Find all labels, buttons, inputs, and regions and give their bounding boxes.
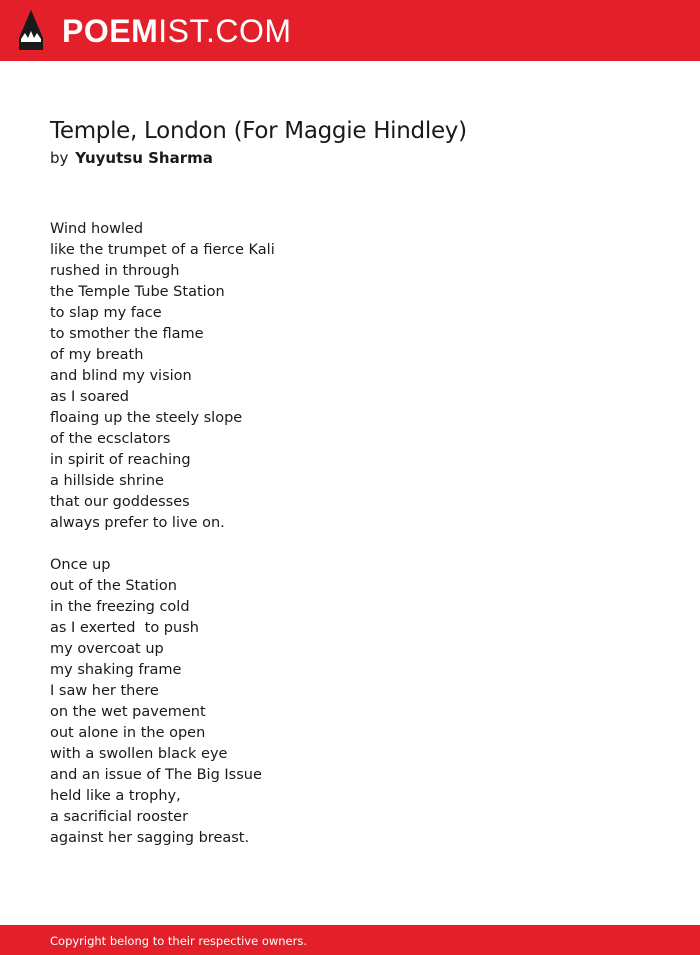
poem-stanza [50,555,650,849]
poem-stanza [50,219,650,534]
site-logo-text [62,11,292,51]
byline [50,148,213,168]
poem-line: against her sagging breast. [50,830,250,846]
poem-line: a sacrificial rooster [50,809,189,825]
footer-bar [0,925,700,955]
poem-line: as I exerted to push [50,620,199,636]
logo-text-bold: POEM [62,12,159,49]
poem-line: my shaking frame [50,662,182,678]
poem-line: that our goddesses [50,494,190,510]
poem-line: out alone in the open [50,725,206,741]
by-label: by [50,149,69,167]
poem-line: Once up [50,557,111,573]
site-logo-link[interactable] [18,9,292,51]
poem-line: floaing up the steely slope [50,410,243,426]
poem-line: on the wet pavement [50,704,206,720]
poem-line: of my breath [50,347,144,363]
author-name: Yuyutsu Sharma [75,149,213,167]
poem-line: the Temple Tube Station [50,284,225,300]
poem-line: held like a trophy, [50,788,181,804]
poem-body [50,219,650,870]
poem-line: and an issue of The Big Issue [50,767,262,783]
poem-line: in the freezing cold [50,599,190,615]
poem-line: out of the Station [50,578,177,594]
poem-line: like the trumpet of a fierce Kali [50,242,275,258]
poem-line: to slap my face [50,305,162,321]
poem-line: and blind my vision [50,368,192,384]
poem-line: as I soared [50,389,130,405]
poem-line: of the ecsclators [50,431,171,447]
poem-line: rushed in through [50,263,180,279]
poem-line: with a swollen black eye [50,746,228,762]
poem-line: I saw her there [50,683,159,699]
logo-text-light: IST.COM [158,12,292,49]
copyright-text: Copyright belong to their respective owners. [50,934,308,948]
poem-line: to smother the flame [50,326,204,342]
poem-line: in spirit of reaching [50,452,191,468]
poem-line: my overcoat up [50,641,164,657]
poem-line: a hillside shrine [50,473,164,489]
poem-line: always prefer to live on. [50,515,225,531]
poem-title: Temple, London (For Maggie Hindley) [50,118,467,144]
pencil-icon [18,9,44,51]
poem-line: Wind howled [50,221,144,237]
header-bar [0,0,700,61]
